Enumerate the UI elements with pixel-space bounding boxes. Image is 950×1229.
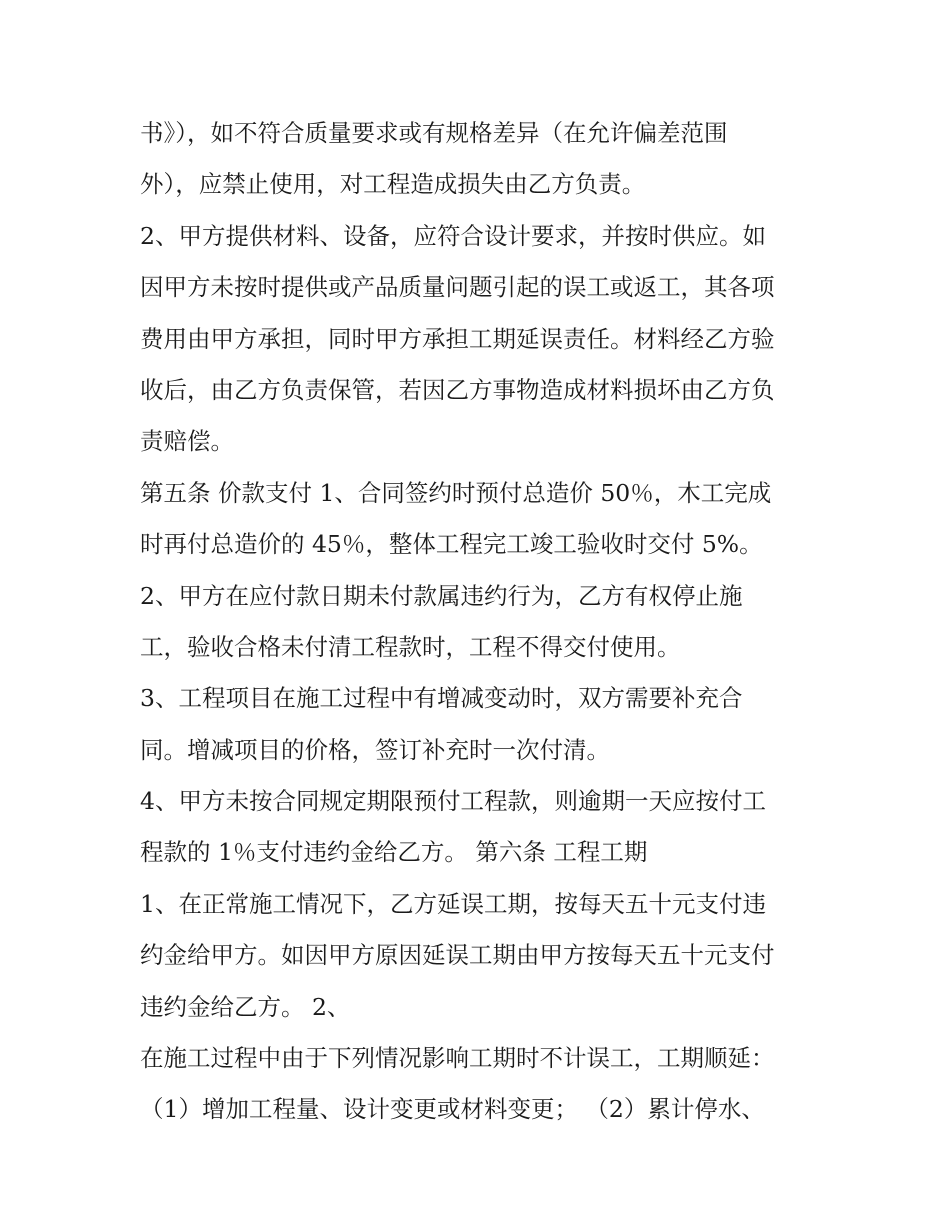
text-line: 外），应禁止使用，对工程造成损失由乙方负责。: [140, 170, 646, 199]
text-line: 书》），如不符合质量要求或有规格差异（在允许偏差范围: [140, 119, 728, 147]
text-line: 责赔偿。: [140, 427, 234, 456]
text-line: 因甲方未按时提供或产品质量问题引起的误工或返工，其各项: [140, 273, 775, 302]
text-line: 约金给甲方。如因甲方原因延误工期由甲方按每天五十元支付: [140, 941, 775, 970]
text-line: 1、在正常施工情况下，乙方延误工期，按每天五十元支付违: [140, 889, 766, 918]
text-line: （1）增加工程量、设计变更或材料变更； （2）累计停水、: [140, 1095, 765, 1124]
text-line: 时再付总造价的 45％，整体工程完工竣工验收时交付 5%。: [140, 530, 763, 559]
text-line: 2、甲方提供材料、设备，应符合设计要求，并按时供应。如: [140, 221, 766, 250]
text-line: 3、工程项目在施工过程中有增减变动时，双方需要补充合: [140, 684, 743, 713]
text-line: 收后，由乙方负责保管，若因乙方事物造成材料损坏由乙方负: [140, 375, 775, 404]
document-body: [140, 108, 840, 1136]
text-line: 第五条 价款支付 1、合同签约时预付总造价 50％，木工完成: [140, 478, 772, 507]
text-line: 在施工过程中由于下列情况影响工期时不计误工，工期顺延：: [140, 1044, 775, 1073]
text-line: 违约金给乙方。 2、: [140, 992, 351, 1021]
text-line: 2、甲方在应付款日期未付款属违约行为，乙方有权停止施: [140, 581, 743, 610]
text-line: 工，验收合格未付清工程款时，工程不得交付使用。: [140, 632, 681, 661]
text-line: 费用由甲方承担，同时甲方承担工期延误责任。材料经乙方验: [140, 324, 775, 353]
text-line: 程款的 1％支付违约金给乙方。 第六条 工程工期: [140, 838, 648, 867]
text-line: 同。增减项目的价格，签订补充时一次付清。: [140, 735, 610, 764]
text-line: 4、甲方未按合同规定期限预付工程款，则逾期一天应按付工: [140, 787, 766, 816]
